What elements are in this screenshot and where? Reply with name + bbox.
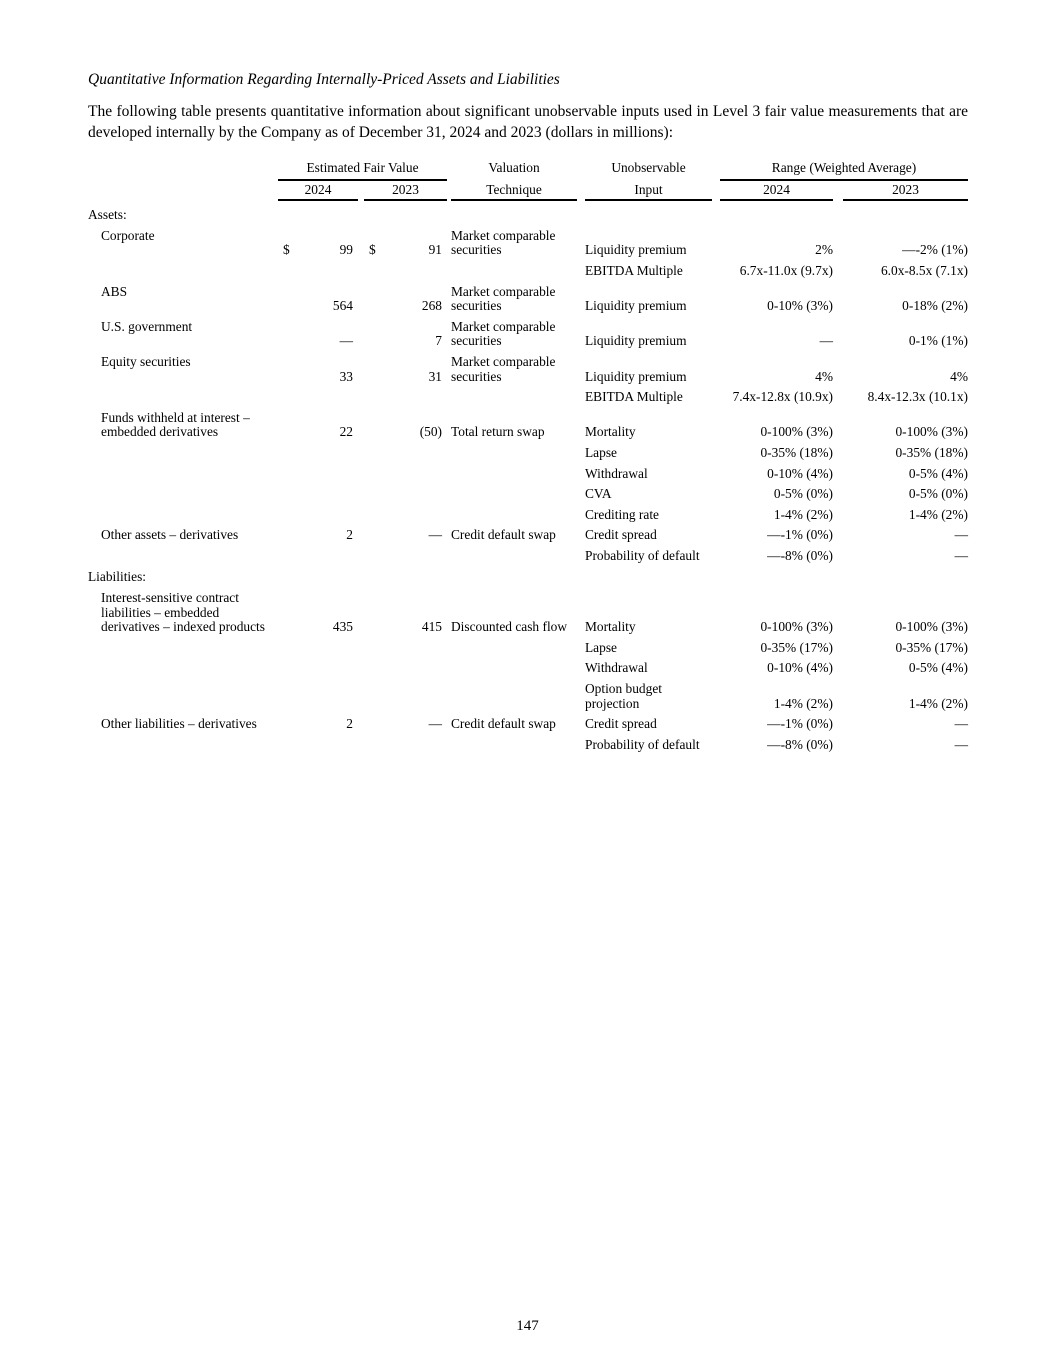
fair-value-2024 — [278, 370, 358, 385]
section-title: Assets: — [88, 207, 127, 223]
range-2024: 0-5% (0%) — [773, 486, 833, 502]
range-2023: 0-5% (0%) — [908, 486, 968, 502]
range-2024: 1-4% (2%) — [773, 506, 833, 522]
column-header-unobservable-line2: Input — [585, 183, 712, 202]
range-2024: 2% — [815, 242, 833, 258]
unobservable-input: Liquidity premium — [585, 242, 687, 258]
fair-value-2023-amount: 91 — [428, 242, 442, 258]
fair-value-2024-amount: 33 — [339, 368, 353, 384]
range-2023: — — [954, 736, 968, 752]
fair-value-2023 — [364, 370, 447, 385]
range-2023: 1-4% (2%) — [908, 506, 968, 522]
fair-value-2024 — [278, 243, 358, 258]
table-row — [88, 682, 968, 711]
table-header-row-groups — [88, 161, 968, 181]
fair-value-2024 — [278, 425, 358, 440]
table-row — [88, 320, 968, 349]
table-row — [88, 446, 968, 461]
table-row — [88, 285, 968, 314]
row-label: Other liabilities – derivatives — [101, 716, 257, 732]
column-header-unobservable-line1: Unobservable — [611, 160, 686, 175]
unobservable-input: Probability of default — [585, 736, 700, 752]
row-label: U.S. government — [101, 318, 193, 334]
column-header-range-2024: 2024 — [720, 183, 833, 202]
table-row — [88, 661, 968, 676]
range-2024: 0-100% (3%) — [760, 619, 833, 635]
range-2023: 0-35% (18%) — [895, 444, 968, 460]
valuation-technique: Discounted cash flow — [451, 619, 568, 635]
table-row-group — [88, 411, 968, 523]
unobservable-input: EBITDA Multiple — [585, 262, 683, 278]
fair-value-2023-amount: 268 — [421, 298, 442, 314]
fair-value-2023-amount: — — [428, 716, 442, 732]
fair-value-2023-amount: 415 — [421, 619, 442, 635]
range-2023: 0-5% (4%) — [908, 465, 968, 481]
table-row-group — [88, 717, 968, 752]
range-2023: — — [954, 716, 968, 732]
table-row-group — [88, 320, 968, 349]
fair-value-2023-amount: — — [428, 527, 442, 543]
row-label: Corporate — [101, 227, 155, 243]
unobservable-input: CVA — [585, 486, 612, 502]
fair-value-2023-amount: 7 — [435, 333, 442, 349]
table-row — [88, 717, 968, 732]
table-row — [88, 528, 968, 543]
range-2024: —-1% (0%) — [767, 716, 833, 732]
row-label: Funds withheld at interest – embedded derivatives — [101, 409, 250, 440]
fair-value-2023 — [364, 425, 447, 440]
valuation-technique: Total return swap — [451, 424, 545, 440]
valuation-technique: Market comparable securities — [451, 318, 556, 349]
fair-value-2023-amount: 31 — [428, 368, 442, 384]
unobservable-input: Liquidity premium — [585, 368, 687, 384]
fair-value-2024 — [278, 528, 358, 543]
fair-value-2024-amount: 435 — [332, 619, 353, 635]
unobservable-input: EBITDA Multiple — [585, 389, 683, 405]
range-2023: 0-100% (3%) — [895, 424, 968, 440]
valuation-technique: Market comparable securities — [451, 283, 556, 314]
fair-value-2023 — [364, 620, 447, 635]
unobservable-input: Liquidity premium — [585, 333, 687, 349]
range-2024: 0-100% (3%) — [760, 424, 833, 440]
range-2024: 0-35% (17%) — [760, 639, 833, 655]
table-body — [88, 208, 968, 752]
range-2023: 1-4% (2%) — [908, 695, 968, 711]
column-header-valuation-line2: Technique — [451, 183, 577, 202]
table-row — [88, 591, 968, 635]
range-2023: 0-35% (17%) — [895, 639, 968, 655]
range-2024: —-8% (0%) — [767, 547, 833, 563]
dollar-sign: $ — [283, 242, 290, 258]
unobservable-input: Probability of default — [585, 547, 700, 563]
page-number: 147 — [516, 1318, 539, 1334]
fair-value-2024 — [278, 717, 358, 732]
range-2024: 1-4% (2%) — [773, 695, 833, 711]
column-group-range-weighted-average: Range (Weighted Average) — [720, 161, 968, 181]
column-header-fair-value-2024: 2024 — [278, 183, 358, 202]
range-2024: — — [819, 333, 833, 349]
range-2024: 0-10% (4%) — [767, 660, 833, 676]
column-header-range-2023: 2023 — [843, 183, 968, 202]
table-row — [88, 355, 968, 384]
table-row — [88, 229, 968, 258]
row-label: Interest-sensitive contract liabilities – embedded derivatives – indexed products — [101, 590, 265, 635]
column-group-estimated-fair-value: Estimated Fair Value — [278, 161, 447, 181]
unobservable-input: Lapse — [585, 639, 617, 655]
section-title: Liabilities: — [88, 569, 147, 585]
table-row — [88, 508, 968, 523]
fair-value-2023 — [364, 528, 447, 543]
table-header-row-years — [88, 183, 968, 202]
valuation-technique: Credit default swap — [451, 527, 556, 543]
unobservable-input: Liquidity premium — [585, 298, 687, 314]
fair-value-2023-amount: (50) — [419, 424, 442, 440]
table-row — [88, 264, 968, 279]
dollar-sign: $ — [369, 242, 376, 258]
valuation-technique: Market comparable securities — [451, 353, 556, 384]
range-2023: 0-18% (2%) — [902, 298, 968, 314]
row-label: Other assets – derivatives — [101, 527, 239, 543]
fair-value-2024 — [278, 334, 358, 349]
range-2024: 0-35% (18%) — [760, 444, 833, 460]
fair-value-2024-amount: 2 — [346, 527, 353, 543]
fair-value-2024 — [278, 620, 358, 635]
unobservable-input: Mortality — [585, 424, 636, 440]
range-2023: 6.0x-8.5x (7.1x) — [880, 262, 968, 278]
column-header-fair-value-2023: 2023 — [364, 183, 447, 202]
table-row — [88, 549, 968, 564]
column-header-valuation-line1: Valuation — [488, 160, 540, 175]
range-2023: — — [954, 547, 968, 563]
fair-value-2024 — [278, 299, 358, 314]
range-2024: 0-10% (4%) — [767, 465, 833, 481]
unobservable-input: Credit spread — [585, 716, 657, 732]
unobservable-input: Withdrawal — [585, 465, 648, 481]
range-2023: 0-5% (4%) — [908, 660, 968, 676]
range-2023: —-2% (1%) — [902, 242, 968, 258]
table-row — [88, 641, 968, 656]
section-heading: Quantitative Information Regarding Internally-Priced Assets and Liabilities — [88, 71, 560, 88]
row-label: Equity securities — [101, 353, 191, 369]
table-row-group — [88, 528, 968, 563]
table-row — [88, 411, 968, 440]
fair-value-2023 — [364, 243, 447, 258]
table-row — [88, 390, 968, 405]
intro-paragraph: The following table presents quantitative information about significant unobservable inputs used in Level 3 fair value measurements that are developed internally by the Company as of December 31, 2024 and 2023 (dollars in millions): — [88, 103, 968, 141]
table-row-group — [88, 591, 968, 711]
range-2024: 4% — [815, 368, 833, 384]
row-label: ABS — [101, 283, 128, 299]
table-row — [88, 487, 968, 502]
unobservable-input: Credit spread — [585, 527, 657, 543]
fair-value-2023 — [364, 717, 447, 732]
range-2023: 8.4x-12.3x (10.1x) — [867, 389, 968, 405]
fair-value-2024-amount: 2 — [346, 716, 353, 732]
range-2024: 0-10% (3%) — [767, 298, 833, 314]
valuation-technique: Market comparable securities — [451, 227, 556, 258]
fair-value-2024-amount: 22 — [339, 424, 353, 440]
range-2023: 0-100% (3%) — [895, 619, 968, 635]
table-row — [88, 467, 968, 482]
range-2024: —-8% (0%) — [767, 736, 833, 752]
level3-unobservable-inputs-table — [88, 161, 968, 752]
fair-value-2023 — [364, 299, 447, 314]
unobservable-input: Crediting rate — [585, 506, 659, 522]
range-2023: — — [954, 527, 968, 543]
table-row-group — [88, 355, 968, 405]
range-2023: 0-1% (1%) — [908, 333, 968, 349]
fair-value-2024-amount: 564 — [332, 298, 353, 314]
table-row-group — [88, 229, 968, 279]
fair-value-2024-amount: — — [339, 333, 353, 349]
unobservable-input: Lapse — [585, 444, 617, 460]
unobservable-input: Option budget projection — [585, 681, 662, 711]
table-row — [88, 738, 968, 753]
range-2024: 7.4x-12.8x (10.9x) — [732, 389, 833, 405]
fair-value-2024-amount: 99 — [339, 242, 353, 258]
unobservable-input: Mortality — [585, 619, 636, 635]
fair-value-2023 — [364, 334, 447, 349]
range-2024: —-1% (0%) — [767, 527, 833, 543]
valuation-technique: Credit default swap — [451, 716, 556, 732]
table-row-group — [88, 285, 968, 314]
range-2023: 4% — [950, 368, 968, 384]
range-2024: 6.7x-11.0x (9.7x) — [739, 262, 833, 278]
unobservable-input: Withdrawal — [585, 660, 648, 676]
